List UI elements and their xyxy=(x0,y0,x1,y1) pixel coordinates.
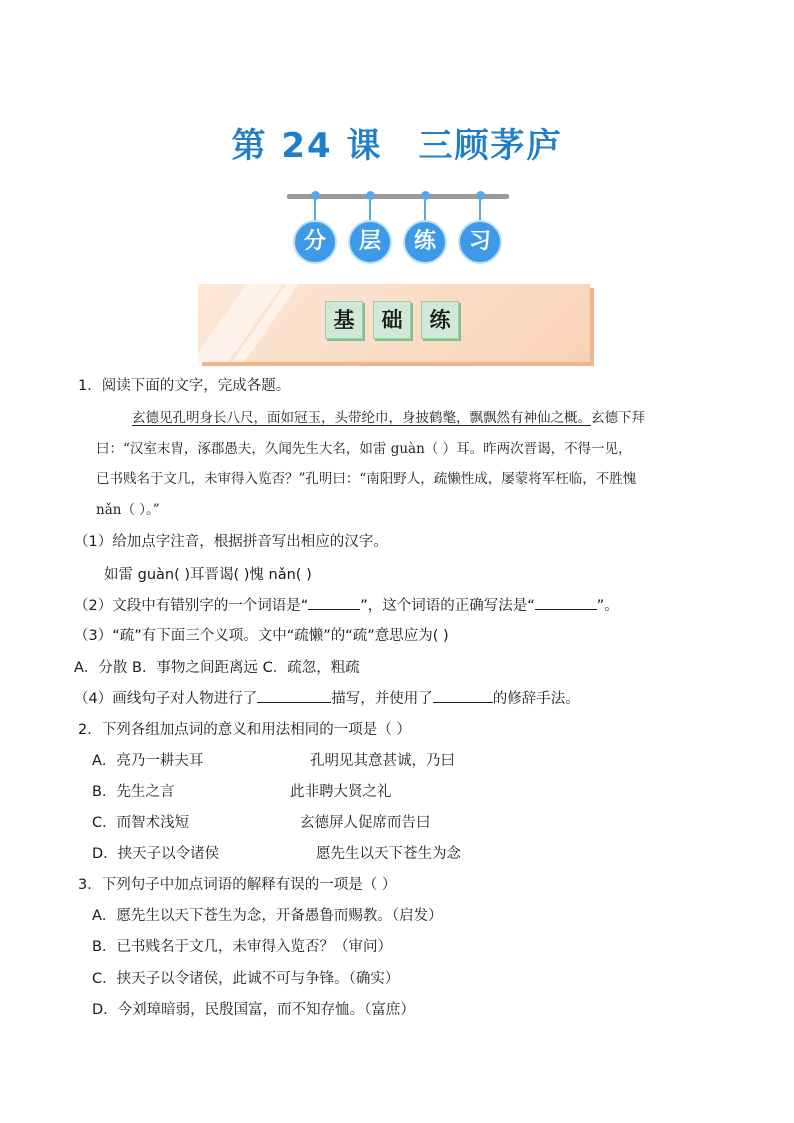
q1-sub-4-text: 描写，并使用了 xyxy=(331,691,433,707)
q1-sub-2-text: ”，这个词语的正确写法是“ xyxy=(360,598,535,614)
q1-sub-2 xyxy=(74,594,619,615)
hanger-pin xyxy=(421,191,430,200)
hanger-string xyxy=(424,200,426,222)
q1-sub-3-options: A．分散 B．事物之间距离远 C．疏忽，粗疏 xyxy=(74,660,360,676)
question-1-stem: 1．阅读下面的文字，完成各题。 xyxy=(78,378,291,394)
q1-sub-3: （3）“疏”有下面三个义项。文中“疏懒”的“疏”意思应为( ) xyxy=(74,628,449,644)
hanger-string xyxy=(314,200,316,222)
q1-sub-1: （1）给加点字注音，根据拼音写出相应的汉字。 xyxy=(74,534,388,550)
q1-sub-4-text: 的修辞手法。 xyxy=(492,691,580,707)
answer-blank[interactable] xyxy=(308,595,360,610)
q2-option-c-right: 玄德屏人促席而告曰 xyxy=(300,815,431,831)
lesson-number: 第 24 课 xyxy=(231,126,383,166)
passage-line-2: 曰：“汉室末胄，涿郡愚夫，久闻先生大名，如雷 guàn（ ）耳。昨两次晋谒，不得一见， xyxy=(96,441,632,457)
q2-option-a-right: 孔明见其意甚诚，乃曰 xyxy=(310,753,455,769)
section-circle-3: 练 xyxy=(403,220,447,264)
section-circle-1: 分 xyxy=(293,220,337,264)
q1-sub-2-text: （2）文段中有错别字的一个词语是“ xyxy=(74,598,309,614)
q2-option-d-left: D．挟天子以令诸侯 xyxy=(92,846,220,862)
q3-option-d: D．今刘璋暗弱，民殷国富，而不知存恤。（富庶） xyxy=(92,1002,415,1018)
hanger-pin xyxy=(311,191,320,200)
hanger-pin xyxy=(476,191,485,200)
answer-blank[interactable] xyxy=(433,688,493,703)
q3-option-a: A．愿先生以天下苍生为念，开备愚鲁而赐教。（启发） xyxy=(92,908,443,924)
q1-sub-4-text: （4）画线句子对人物进行了 xyxy=(74,691,258,707)
q1-sub-4 xyxy=(74,687,580,708)
section-tile-3: 练 xyxy=(421,301,459,339)
lesson-title: 三顾茅庐 xyxy=(418,126,563,166)
section-circle-4: 习 xyxy=(458,220,502,264)
hanger-string xyxy=(479,200,481,222)
passage-line-4: nǎn（ ）。” xyxy=(96,502,160,518)
underlined-sentence: 玄德见孔明身长八尺，面如冠玉，头带纶巾，身披鹤氅，飘飘然有神仙之概。 xyxy=(132,410,591,426)
answer-blank[interactable] xyxy=(535,595,597,610)
q1-sub-1-items: 如雷 guàn( )耳晋谒( )愧 nǎn( ) xyxy=(104,567,312,583)
section-tile-2: 础 xyxy=(373,301,411,339)
q2-option-a-left: A．亮乃一耕夫耳 xyxy=(92,753,204,769)
passage-text: 玄德下拜 xyxy=(591,410,645,426)
question-2-stem: 2．下列各组加点词的意义和用法相同的一项是（ ） xyxy=(78,722,411,738)
question-3-stem: 3．下列句子中加点词语的解释有误的一项是（ ） xyxy=(78,877,397,893)
q2-option-b-right: 此非聘大贤之礼 xyxy=(290,784,392,800)
q2-option-c-left: C．而智术浅短 xyxy=(92,815,190,831)
section-tile-1: 基 xyxy=(325,301,363,339)
hanger-string xyxy=(369,200,371,222)
q3-option-b: B．已书贱名于文几，未审得入览否？（审问） xyxy=(92,939,392,955)
section-circle-2: 层 xyxy=(348,220,392,264)
passage-line-1 xyxy=(132,406,645,426)
q1-sub-2-text: ”。 xyxy=(596,598,619,614)
q2-option-d-right: 愿先生以天下苍生为念 xyxy=(316,846,461,862)
q2-option-b-left: B．先生之言 xyxy=(92,784,175,800)
hanger-pin xyxy=(366,191,375,200)
answer-blank[interactable] xyxy=(257,688,331,703)
q3-option-c: C．挟天子以令诸侯，此诚不可与争锋。（确实） xyxy=(92,971,400,987)
page-title xyxy=(0,118,794,167)
passage-line-3: 已书贱名于文几，未审得入览否？”孔明曰：“南阳野人，疏懒性成，屡蒙将军枉临，不胜愧 xyxy=(96,471,637,487)
